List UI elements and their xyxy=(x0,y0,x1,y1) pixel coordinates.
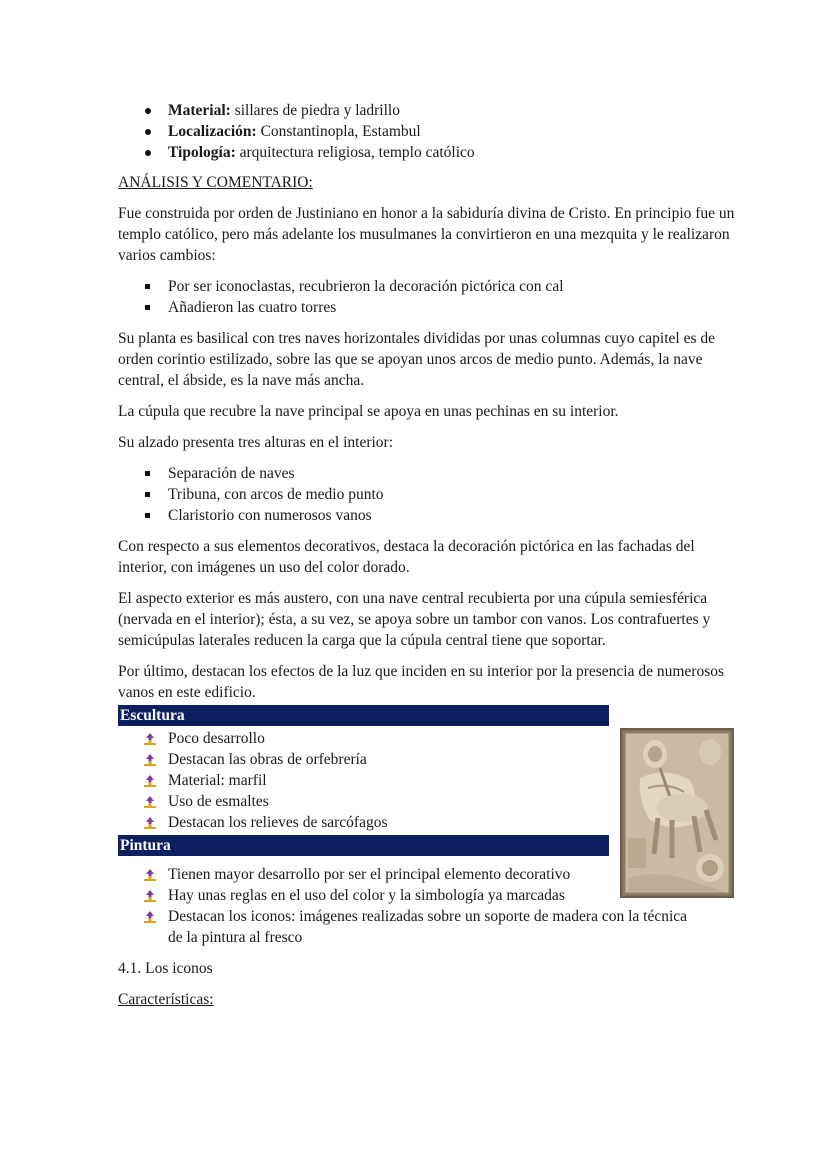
item-label: Localización: xyxy=(168,123,257,140)
paragraph: La cúpula que recubre la nave principal se apoya en unas pechinas en su interior. xyxy=(118,403,619,420)
sculpture-heading: Escultura xyxy=(118,705,609,726)
arrow-bullet-icon xyxy=(143,732,157,746)
item-text: Uso de esmaltes xyxy=(168,793,269,810)
list-item xyxy=(118,142,738,163)
ivory-relief-illustration xyxy=(620,728,734,898)
list-item: Claristorio con numerosos vanos xyxy=(118,505,738,526)
list-item: Por ser iconoclastas, recubrieron la decoración pictórica con cal xyxy=(118,276,738,297)
list-item: Tribuna, con arcos de medio punto xyxy=(118,484,738,505)
arrow-bullet-icon xyxy=(143,910,157,924)
item-text: sillares de piedra y ladrillo xyxy=(230,102,400,119)
paragraph: Su planta es basilical con tres naves horizontales divididas por unas columnas cuyo capitel es de orden corintio estilizado, sobre las que se apoyan unos arcos de medio punto. Además, la nave central, el ábside, es la nave más ancha. xyxy=(118,330,716,389)
paragraph: Por último, destacan los efectos de la luz que inciden en su interior por la presencia de numerosos vanos en este edificio. xyxy=(118,663,725,701)
item-text: Destacan los relieves de sarcófagos xyxy=(168,814,388,831)
item-text: Destacan los iconos: imágenes realizadas sobre un soporte de madera con la técnica de la pintura al fresco xyxy=(168,908,688,946)
top-list xyxy=(118,100,738,163)
item-text: Hay unas reglas en el uso del color y la simbología ya marcadas xyxy=(168,887,565,904)
ivory-relief-image xyxy=(620,728,734,898)
item-text: Material: marfil xyxy=(168,772,267,789)
analysis-heading: ANÁLISIS Y COMENTARIO: xyxy=(118,174,313,191)
paragraph: El aspecto exterior es más austero, con una nave central recubierta por una cúpula semiesférica (nervada en el interior); ésta, a su vez, se apoya sobre un tambor con vanos. Los contrafuertes y semicúpulas laterales reducen la carga que la cúpula central tiene que soportar. xyxy=(118,590,711,649)
item-text: Tienen mayor desarrollo por ser el principal elemento decorativo xyxy=(168,866,571,883)
paragraph: Fue construida por orden de Justiniano en honor a la sabiduría divina de Cristo. En principio fue un templo católico, pero más adelante los musulmanes la convirtieron en una mezquita y le realizaron varios cambios: xyxy=(118,205,735,264)
changes-list xyxy=(118,276,738,318)
item-text: Poco desarrollo xyxy=(168,730,265,747)
arrow-bullet-icon xyxy=(143,753,157,767)
arrow-bullet-icon xyxy=(143,889,157,903)
list-item xyxy=(118,906,688,948)
characteristics-heading: Características: xyxy=(118,991,214,1008)
paragraph: Su alzado presenta tres alturas en el interior: xyxy=(118,434,394,451)
paragraph: Con respecto a sus elementos decorativos, destaca la decoración pictórica en las fachadas del interior, con imágenes un uso del color dorado. xyxy=(118,538,695,576)
item-text: arquitectura religiosa, templo católico xyxy=(235,144,475,161)
painting-heading: Pintura xyxy=(118,835,609,856)
item-label: Material: xyxy=(168,102,231,119)
arrow-bullet-icon xyxy=(143,816,157,830)
arrow-bullet-icon xyxy=(143,868,157,882)
list-item: Añadieron las cuatro torres xyxy=(118,297,738,318)
section-title: 4.1. Los iconos xyxy=(118,960,213,977)
item-label: Tipología: xyxy=(168,144,236,161)
list-item xyxy=(118,121,738,142)
arrow-bullet-icon xyxy=(143,795,157,809)
heights-list xyxy=(118,463,738,526)
list-item xyxy=(118,100,738,121)
arrow-bullet-icon xyxy=(143,774,157,788)
list-item: Separación de naves xyxy=(118,463,738,484)
item-text: Constantinopla, Estambul xyxy=(256,123,421,140)
item-text: Destacan las obras de orfebrería xyxy=(168,751,367,768)
